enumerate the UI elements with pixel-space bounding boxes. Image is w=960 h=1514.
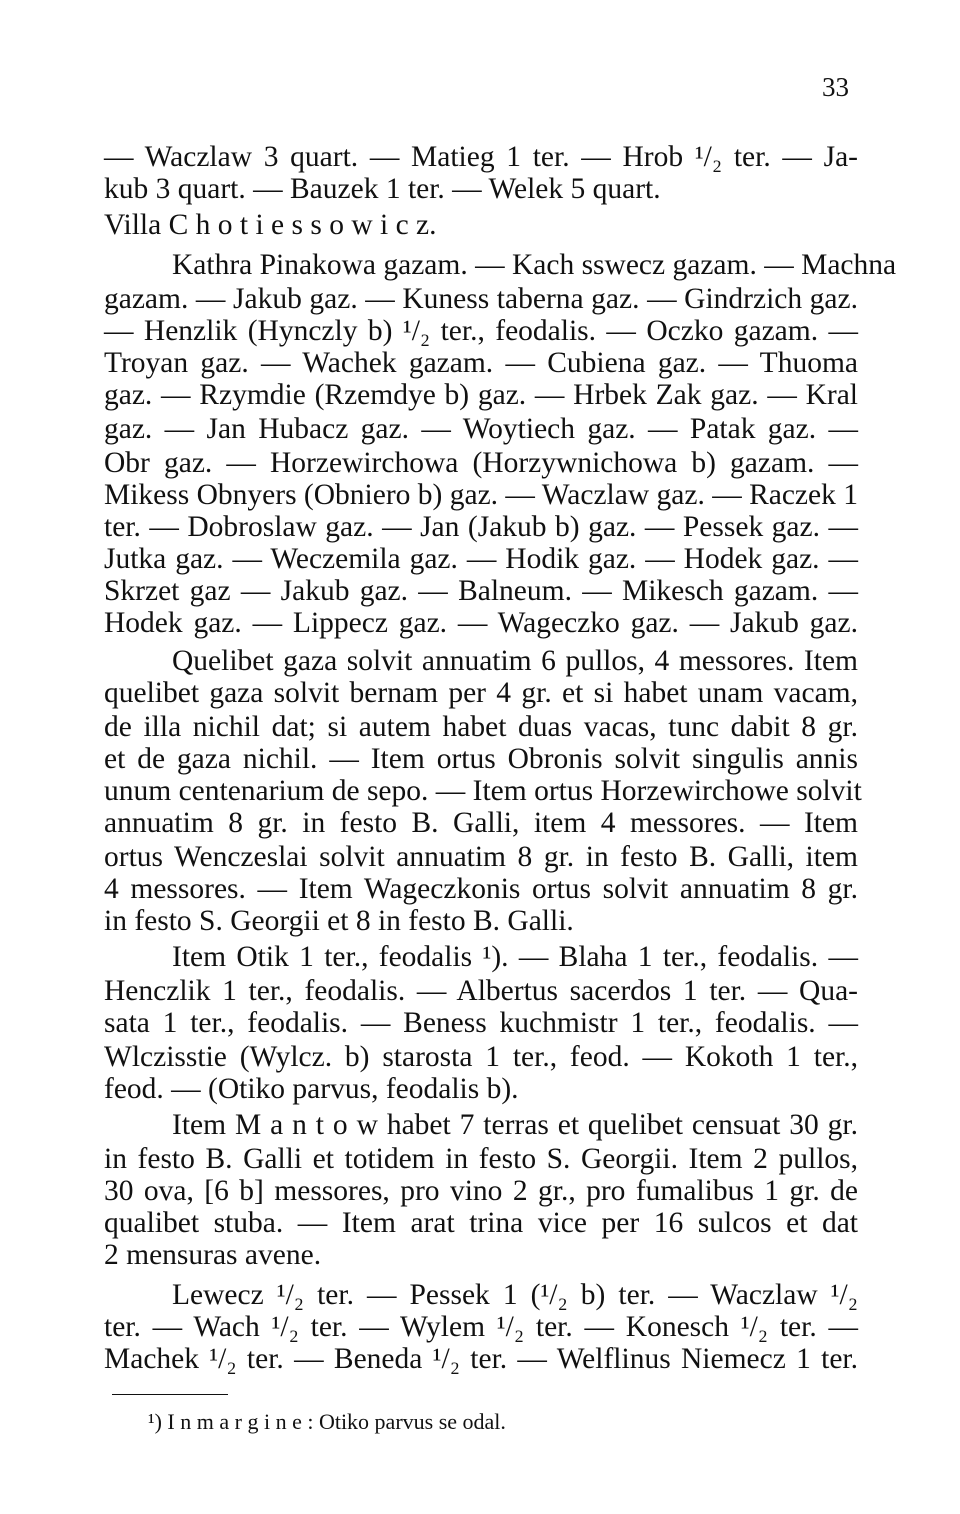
text-line: Item M a n t o w habet 7 terras et quelibet censuat 30 gr. bbox=[172, 1109, 858, 1141]
text-line: ter. — Dobroslaw gaz. — Jan (Jakub b) gaz. — Pessek gaz. — bbox=[104, 511, 858, 543]
text-line: Skrzet gaz — Jakub gaz. — Balneum. — Mikesch gazam. — bbox=[104, 575, 858, 607]
text-line: gaz. — Jan Hubacz gaz. — Woytiech gaz. — Patak gaz. — bbox=[104, 413, 858, 445]
text-line: gaz. — Rzymdie (Rzemdye b) gaz. — Hrbek Zak gaz. — Kral bbox=[104, 379, 858, 411]
text-line: Jutka gaz. — Weczemila gaz. — Hodik gaz. — Hodek gaz. — bbox=[104, 543, 858, 575]
text-line: Wlczisstie (Wylcz. b) starosta 1 ter., feod. — Kokoth 1 ter., bbox=[104, 1041, 858, 1073]
text-line: in festo S. Georgii et 8 in festo B. Galli. bbox=[104, 905, 574, 937]
footnote-rule bbox=[112, 1394, 228, 1395]
text-line: 2 mensuras avene. bbox=[104, 1239, 322, 1271]
text-line: feod. — (Otiko parvus, feodalis b). bbox=[104, 1073, 519, 1105]
text-line: 4 messores. — Item Wageczkonis ortus solvit annuatim 8 gr. bbox=[104, 873, 858, 905]
page-number: 33 bbox=[822, 72, 849, 102]
text-line: 30 ova, [6 b] messores, pro vino 2 gr., pro fumalibus 1 gr. de bbox=[104, 1175, 858, 1207]
text-line: gazam. — Jakub gaz. — Kuness taberna gaz. — Gindrzich gaz. bbox=[104, 283, 858, 315]
text-line: de illa nichil dat; si autem habet duas vacas, tunc dabit 8 gr. bbox=[104, 711, 858, 743]
text-line: qualibet stuba. — Item arat trina vice per 16 sulcos et dat bbox=[104, 1207, 858, 1239]
text-line: unum centenarium de sepo. — Item ortus Horzewirchowe solvit bbox=[104, 775, 862, 807]
text-line: sata 1 ter., feodalis. — Beness kuchmistr 1 ter., feodalis. — bbox=[104, 1007, 858, 1039]
section-heading: Villa C h o t i e s s o w i c z. bbox=[104, 209, 437, 241]
text-line: Troyan gaz. — Wachek gazam. — Cubiena gaz. — Thuoma bbox=[104, 347, 858, 379]
text-line: Mikess Obnyers (Obniero b) gaz. — Waczlaw gaz. — Raczek 1 bbox=[104, 479, 858, 511]
text-line: in festo B. Galli et totidem in festo S. Georgii. Item 2 pullos, bbox=[104, 1143, 858, 1175]
text-line: kub 3 quart. — Bauzek 1 ter. — Welek 5 quart. bbox=[104, 173, 661, 205]
text-line: quelibet gaza solvit bernam per 4 gr. et si habet unam vacam, bbox=[104, 677, 858, 709]
footnote: ¹) I n m a r g i n e : Otiko parvus se odal. bbox=[148, 1409, 506, 1434]
text-line: Lewecz ¹/₂ ter. — Pessek 1 (¹/₂ b) ter. — Waczlaw ¹/₂ bbox=[172, 1279, 858, 1311]
text-line: ortus Wenczeslai solvit annuatim 8 gr. in festo B. Galli, item bbox=[104, 841, 858, 873]
text-line: Obr gaz. — Horzewirchowa (Horzywnichowa b) gazam. — bbox=[104, 447, 858, 479]
text-line: Hodek gaz. — Lippecz gaz. — Wageczko gaz. — Jakub gaz. bbox=[104, 607, 858, 639]
text-line: — Waczlaw 3 quart. — Matieg 1 ter. — Hrob ¹/₂ ter. — Ja- bbox=[104, 141, 858, 173]
text-line: Kathra Pinakowa gazam. — Kach sswecz gazam. — Machna bbox=[172, 249, 897, 281]
text-line: Henczlik 1 ter., feodalis. — Albertus sacerdos 1 ter. — Qua- bbox=[104, 975, 858, 1007]
text-line: — Henzlik (Hynczly b) ¹/₂ ter., feodalis. — Oczko gazam. — bbox=[104, 315, 858, 347]
text-line: et de gaza nichil. — Item ortus Obronis solvit singulis annis bbox=[104, 743, 858, 775]
text-line: Quelibet gaza solvit annuatim 6 pullos, 4 messores. Item bbox=[172, 645, 858, 677]
text-line: annuatim 8 gr. in festo B. Galli, item 4 messores. — Item bbox=[104, 807, 858, 839]
text-line: ter. — Wach ¹/₂ ter. — Wylem ¹/₂ ter. — Konesch ¹/₂ ter. — bbox=[104, 1311, 858, 1343]
text-line: Item Otik 1 ter., feodalis ¹). — Blaha 1 ter., feodalis. — bbox=[172, 941, 858, 973]
text-line: Machek ¹/₂ ter. — Beneda ¹/₂ ter. — Welflinus Niemecz 1 ter. bbox=[104, 1343, 858, 1375]
